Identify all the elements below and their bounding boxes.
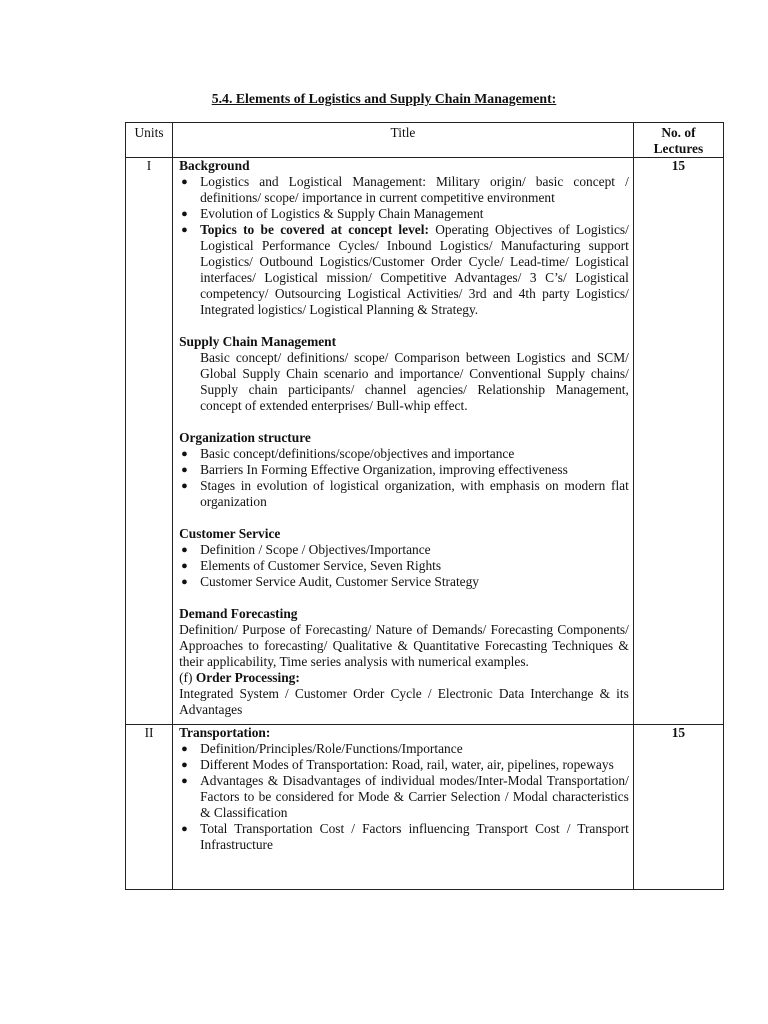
list-item (179, 558, 629, 574)
order-processing-prefix: (f) (179, 670, 196, 685)
list-item-text: Definition/Principles/Role/Functions/Importance (200, 741, 463, 756)
transportation-list (179, 741, 629, 853)
topics-text: Operating Objectives of Logistics/ Logistical Performance Cycles/ Inbound Logistics/ Manufacturing support Logistics/ Outbound Logistics/Customer Order Cycle/ Lead-time/ Logistical interfaces/ Logistical mission/ Competitive Advantages/ 3 C’s/ Logistical competency/ Outsourcing Logistical Activities/ 3rd and 4th party Logistics/ Integrated logistics/ Logistical Planning & Strategy. (200, 222, 629, 317)
scm-text: Basic concept/ definitions/ scope/ Comparison between Logistics and SCM/ Global Supply Chain scenario and importance/ Conventional Supply chains/ Supply chain participants/ channel agencies/ Relationship Management, concept of extended enterprises/ Bull-whip effect. (200, 350, 629, 413)
unit-number-2: II (126, 725, 173, 890)
unit-number-1: I (126, 158, 173, 725)
bullet-icon: ● (181, 208, 188, 220)
bullet-icon: ● (181, 576, 188, 588)
document-title (0, 90, 768, 107)
header-lectures-line1: No. of (661, 125, 696, 140)
list-item-text: Basic concept/definitions/scope/objectives and importance (200, 446, 515, 461)
section-heading-customer-service: Customer Service (179, 526, 281, 541)
demand-forecasting-text: Definition/ Purpose of Forecasting/ Nature of Demands/ Forecasting Components/ Approaches to forecasting/ Qualitative & Quantitative Forecasting Techniques & their applicability, Time series analysis with numerical examples. (179, 622, 629, 669)
table-row-unit-1 (126, 158, 724, 725)
list-item (179, 741, 629, 757)
background-list (179, 174, 629, 318)
table-row-unit-2 (126, 725, 724, 890)
bullet-icon: ● (181, 224, 188, 236)
list-item (179, 174, 629, 206)
bullet-icon: ● (181, 743, 188, 755)
list-item (179, 757, 629, 773)
section-heading-organization: Organization structure (179, 430, 311, 445)
bullet-icon: ● (181, 448, 188, 460)
list-item (179, 821, 629, 853)
lectures-count-1: 15 (633, 158, 723, 725)
bullet-icon: ● (181, 560, 188, 572)
header-lectures (633, 123, 723, 158)
list-item (179, 446, 629, 462)
list-item-text: Customer Service Audit, Customer Service Strategy (200, 574, 479, 589)
table-header-row (126, 123, 724, 158)
list-item (179, 773, 629, 821)
order-processing-line (179, 670, 629, 686)
bullet-icon: ● (181, 823, 188, 835)
bullet-icon: ● (181, 544, 188, 556)
section-heading-order-processing: Order Processing: (195, 670, 300, 685)
list-item-text: Total Transportation Cost / Factors influencing Transport Cost / Transport Infrastructure (200, 821, 629, 852)
list-item-text: Evolution of Logistics & Supply Chain Management (200, 206, 484, 221)
bullet-icon: ● (181, 464, 188, 476)
section-heading-scm: Supply Chain Management (179, 334, 337, 349)
customer-service-list (179, 542, 629, 590)
organization-list (179, 446, 629, 510)
list-item (179, 542, 629, 558)
bullet-icon: ● (181, 480, 188, 492)
list-item (179, 478, 629, 510)
order-processing-text: Integrated System / Customer Order Cycle / Electronic Data Interchange & its Advantages (179, 686, 629, 717)
list-item-text: Elements of Customer Service, Seven Rights (200, 558, 442, 573)
bullet-icon: ● (181, 759, 188, 771)
section-heading-transportation: Transportation: (179, 725, 271, 740)
header-units: Units (126, 123, 173, 158)
bullet-icon: ● (181, 176, 188, 188)
list-item-text: Definition / Scope / Objectives/Importance (200, 542, 431, 557)
list-item (179, 222, 629, 318)
list-item-text: Stages in evolution of logistical organization, with emphasis on modern flat organization (200, 478, 629, 509)
list-item-text: Advantages & Disadvantages of individual modes/Inter-Modal Transportation/ Factors to be considered for Mode & Carrier Selection / Modal characteristics & Classification (200, 773, 629, 820)
list-item (179, 462, 629, 478)
list-item-text: Logistics and Logistical Management: Military origin/ basic concept / definitions/ scope/ importance in current competitive environment (200, 174, 629, 205)
section-heading-demand-forecasting: Demand Forecasting (179, 606, 298, 621)
unit-1-content (173, 158, 634, 725)
list-item-text: Different Modes of Transportation: Road, rail, water, air, pipelines, ropeways (200, 757, 614, 772)
section-heading-background: Background (179, 158, 250, 173)
syllabus-table (125, 122, 724, 890)
list-item-text: Barriers In Forming Effective Organization, improving effectiveness (200, 462, 568, 477)
document-title-text: 5.4. Elements of Logistics and Supply Chain Management: (211, 91, 557, 106)
bullet-icon: ● (181, 775, 188, 787)
topics-label: Topics to be covered at concept level: (200, 222, 429, 237)
unit-2-content (173, 725, 634, 890)
lectures-count-2: 15 (633, 725, 723, 890)
list-item (179, 206, 629, 222)
header-title: Title (173, 123, 634, 158)
list-item (179, 574, 629, 590)
header-lectures-line2: Lectures (653, 141, 704, 156)
